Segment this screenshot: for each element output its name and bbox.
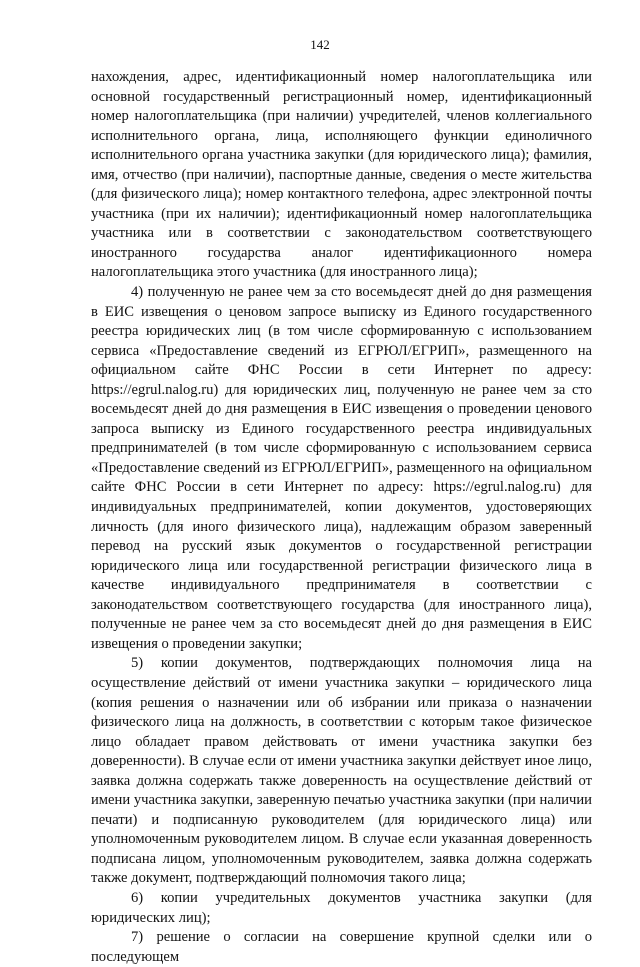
paragraph-item-7-major-transaction: 7) решение о согласии на совершение крупной сделки или о последующем [91,929,592,965]
page-number: 142 [310,37,330,52]
paragraph-item-6-founding-documents: 6) копии учредительных документов участника закупки (для юридических лиц); [91,889,592,926]
paragraph-applicant-details: нахождения, адрес, идентификационный номер налогоплательщика или основной государственный регистрационный номер, идентификационный номер налогоплательщика (при наличии) учредителей, членов коллегиального исполнительного органа, лица, исполняющего функции единоличного исполнительного органа участника закупки (для юридического лица); фамилия, имя, отчество (при наличии), паспортные данные, сведения о месте жительства (для физического лица); номер контактного телефона, адрес электронной почты участника (при их наличии); идентификационный номер налогоплательщика участника или в соответствии с законодательством соответствующего иностранного государства аналог идентификационного номера налогоплательщика этого участника (для иностранного лица); [91,69,592,281]
document-body [91,68,592,967]
paragraph-item-5-authority-documents: 5) копии документов, подтверждающих полномочия лица на осуществление действий от имени участника закупки – юридического лица (копия решения о назначении или об избрании или приказа о назначении физического лица на должность, в соответствии с которым такое физическое лицо обладает правом действовать от имени участника закупки без доверенности). В случае если от имени участника закупки действует иное лицо, заявка должна содержать также доверенность на осуществление действий от имени участника закупки, заверенную печатью участника закупки (при наличии печати) и подписанную руководителем (для юридического лица) или уполномоченным руководителем лицом. В случае если указанная доверенность подписана лицом, уполномоченным руководителем, заявка должна содержать также документ, подтверждающий полномочия такого лица; [91,655,592,887]
paragraph-item-4-registry-extract: 4) полученную не ранее чем за сто восемьдесят дней до дня размещения в ЕИС извещения о ценовом запросе выписку из Единого государственного реестра юридических лиц (в том числе сформированную с использованием сервиса «Предоставление сведений из ЕГРЮЛ/ЕГРИП», размещенного на официальном сайте ФНС России в сети Интернет по адресу: https://egrul.nalog.ru) для юридических лиц, полученную не ранее чем за сто восемьдесят дней до дня размещения в ЕИС извещения о проведении ценового запроса выписку из Единого государственного реестра индивидуальных предпринимателей (в том числе сформированную с использованием сервиса «Предоставление сведений из ЕГРЮЛ/ЕГРИП», размещенного на официальном сайте ФНС России в сети Интернет по адресу: https://egrul.nalog.ru) для индивидуальных предпринимателей, копии документов, удостоверяющих личность (для иного физического лица), надлежащим образом заверенный перевод на русский язык документов о государственной регистрации юридического лица или государственной регистрации физического лица в качестве индивидуального предпринимателя в соответствии с законодательством соответствующего государства (для иностранного лица), полученные не ранее чем за сто восемьдесят дней до дня размещения в ЕИС извещения о проведении закупки; [91,284,592,652]
